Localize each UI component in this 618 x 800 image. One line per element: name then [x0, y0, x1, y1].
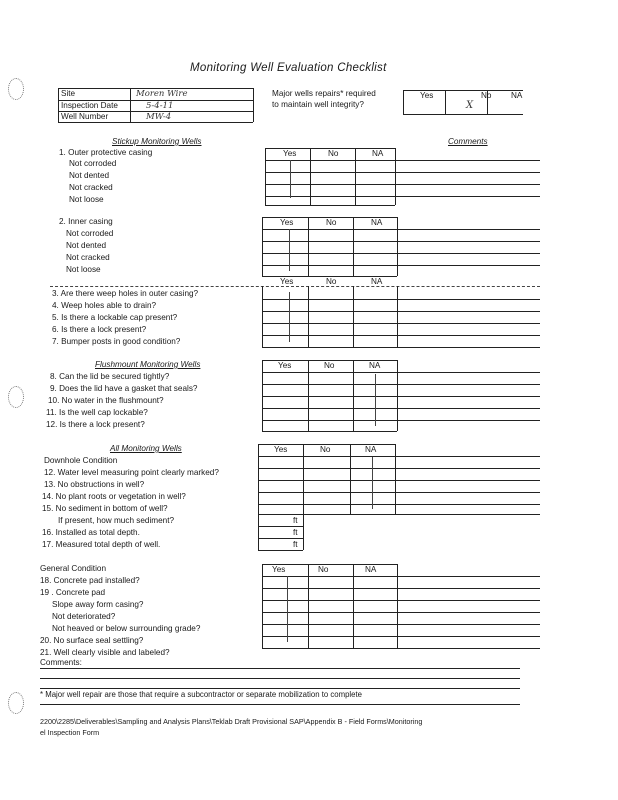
na-header: NA: [369, 361, 381, 370]
all-wells-item: 13. No obstructions in well?: [44, 480, 145, 489]
flushmount-item: 8. Can the lid be secured tightly?: [50, 372, 170, 381]
well-number-label: Well Number: [61, 112, 109, 121]
installed-depth-unit: ft: [293, 528, 298, 537]
q2-item: Not corroded: [66, 229, 114, 238]
all-wells-item: 15. No sediment in bottom of well?: [42, 504, 168, 513]
all-wells-item: 17. Measured total depth of well.: [42, 540, 161, 549]
general-item: Not heaved or below surrounding grade?: [52, 624, 201, 633]
yes-header: Yes: [274, 445, 288, 454]
comments-header: Comments: [448, 137, 488, 146]
general-item: Not deteriorated?: [52, 612, 116, 621]
q1-item: Not dented: [69, 171, 110, 180]
general-item: 20. No surface seal settling?: [40, 636, 144, 645]
no-header: No: [324, 361, 335, 370]
na-header: NA: [372, 149, 384, 158]
q1-item: Not corroded: [69, 159, 117, 168]
all-wells-item: If present, how much sediment?: [58, 516, 175, 525]
q2-inner-casing: 2. Inner casing: [59, 217, 113, 226]
page-title: Monitoring Well Evaluation Checklist: [190, 62, 387, 74]
no-header: No: [320, 445, 331, 454]
na-check-line: [372, 457, 373, 509]
yes-header: Yes: [278, 361, 292, 370]
yes-header: Yes: [283, 149, 297, 158]
all-wells-item: 14. No plant roots or vegetation in well?: [42, 492, 186, 501]
yes-check-line: [289, 229, 290, 271]
q4-weep-drain: 4. Weep holes able to drain?: [52, 301, 157, 310]
q1-outer-casing: 1. Outer protective casing: [59, 148, 153, 157]
punch-hole-bottom: [8, 692, 24, 714]
q2-item: Not dented: [66, 241, 107, 250]
general-item: 21. Well clearly visible and labeled?: [40, 648, 170, 657]
comments-label: Comments:: [40, 658, 82, 667]
q5-lockable-cap: 5. Is there a lockable cap present?: [52, 313, 178, 322]
flushmount-item: 9. Does the lid have a gasket that seals?: [50, 384, 198, 393]
all-wells-item: 16. Installed as total depth.: [42, 528, 140, 537]
all-wells-item: 12. Water level measuring point clearly marked?: [44, 468, 219, 477]
na-header: NA: [371, 277, 383, 286]
q7-bumper-posts: 7. Bumper posts in good condition?: [52, 337, 181, 346]
punch-hole-middle: [8, 386, 24, 408]
repairs-question: Major wells repairs* required: [272, 89, 376, 98]
yes-check-line: [287, 576, 288, 642]
site-label: Site: [61, 89, 76, 98]
repairs-no-header: No: [481, 91, 492, 100]
measured-depth-unit: ft: [293, 540, 298, 549]
yes-header: Yes: [280, 218, 294, 227]
no-header: No: [326, 218, 337, 227]
file-path-line2: el Inspection Form: [40, 728, 100, 737]
yes-check-line: [289, 292, 290, 342]
stickup-heading: Stickup Monitoring Wells: [112, 137, 202, 146]
q6-lock-present: 6. Is there a lock present?: [52, 325, 147, 334]
yes-check-line: [290, 160, 291, 198]
flushmount-heading: Flushmount Monitoring Wells: [95, 360, 201, 369]
no-header: No: [318, 565, 329, 574]
q1-item: Not loose: [69, 195, 104, 204]
na-header: NA: [371, 218, 383, 227]
footnote: * Major well repair are those that require a subcontractor or separate mobilization to complete: [40, 690, 362, 699]
q3-weep-holes: 3. Are there weep holes in outer casing?: [52, 289, 199, 298]
yes-header: Yes: [272, 565, 286, 574]
well-number-value: MW-4: [146, 112, 172, 122]
site-value: Moren Wire: [136, 89, 188, 99]
na-header: NA: [365, 565, 377, 574]
no-header: No: [326, 277, 337, 286]
q2-item: Not cracked: [66, 253, 110, 262]
general-item: Slope away form casing?: [52, 600, 144, 609]
repairs-question-line2: to maintain well integrity?: [272, 100, 364, 109]
na-header: NA: [365, 445, 377, 454]
punch-hole-top: [8, 78, 24, 100]
repairs-answer: X: [466, 100, 474, 111]
repairs-yes-header: Yes: [420, 91, 434, 100]
inspection-date-label: Inspection Date: [61, 101, 118, 110]
flushmount-item: 11. Is the well cap lockable?: [46, 408, 148, 417]
downhole-heading: Downhole Condition: [44, 456, 118, 465]
inspection-date-value: 5-4-11: [146, 101, 174, 111]
no-header: No: [328, 149, 339, 158]
flushmount-item: 10. No water in the flushmount?: [48, 396, 164, 405]
all-wells-heading: All Monitoring Wells: [110, 444, 182, 453]
sediment-unit: ft: [293, 516, 298, 525]
general-item: 19 . Concrete pad: [40, 588, 106, 597]
flushmount-item: 12. Is there a lock present?: [46, 420, 145, 429]
general-item: 18. Concrete pad installed?: [40, 576, 140, 585]
q2-item: Not loose: [66, 265, 101, 274]
q1-item: Not cracked: [69, 183, 113, 192]
general-heading: General Condition: [40, 564, 106, 573]
repairs-na-header: NA: [511, 91, 523, 100]
file-path-line1: 2200\2285\Deliverables\Sampling and Analysis Plans\Teklab Draft Provisional SAP\Appendix B - Field Forms\Monitoring: [40, 717, 423, 726]
yes-header: Yes: [280, 277, 294, 286]
na-check-line: [375, 374, 376, 426]
